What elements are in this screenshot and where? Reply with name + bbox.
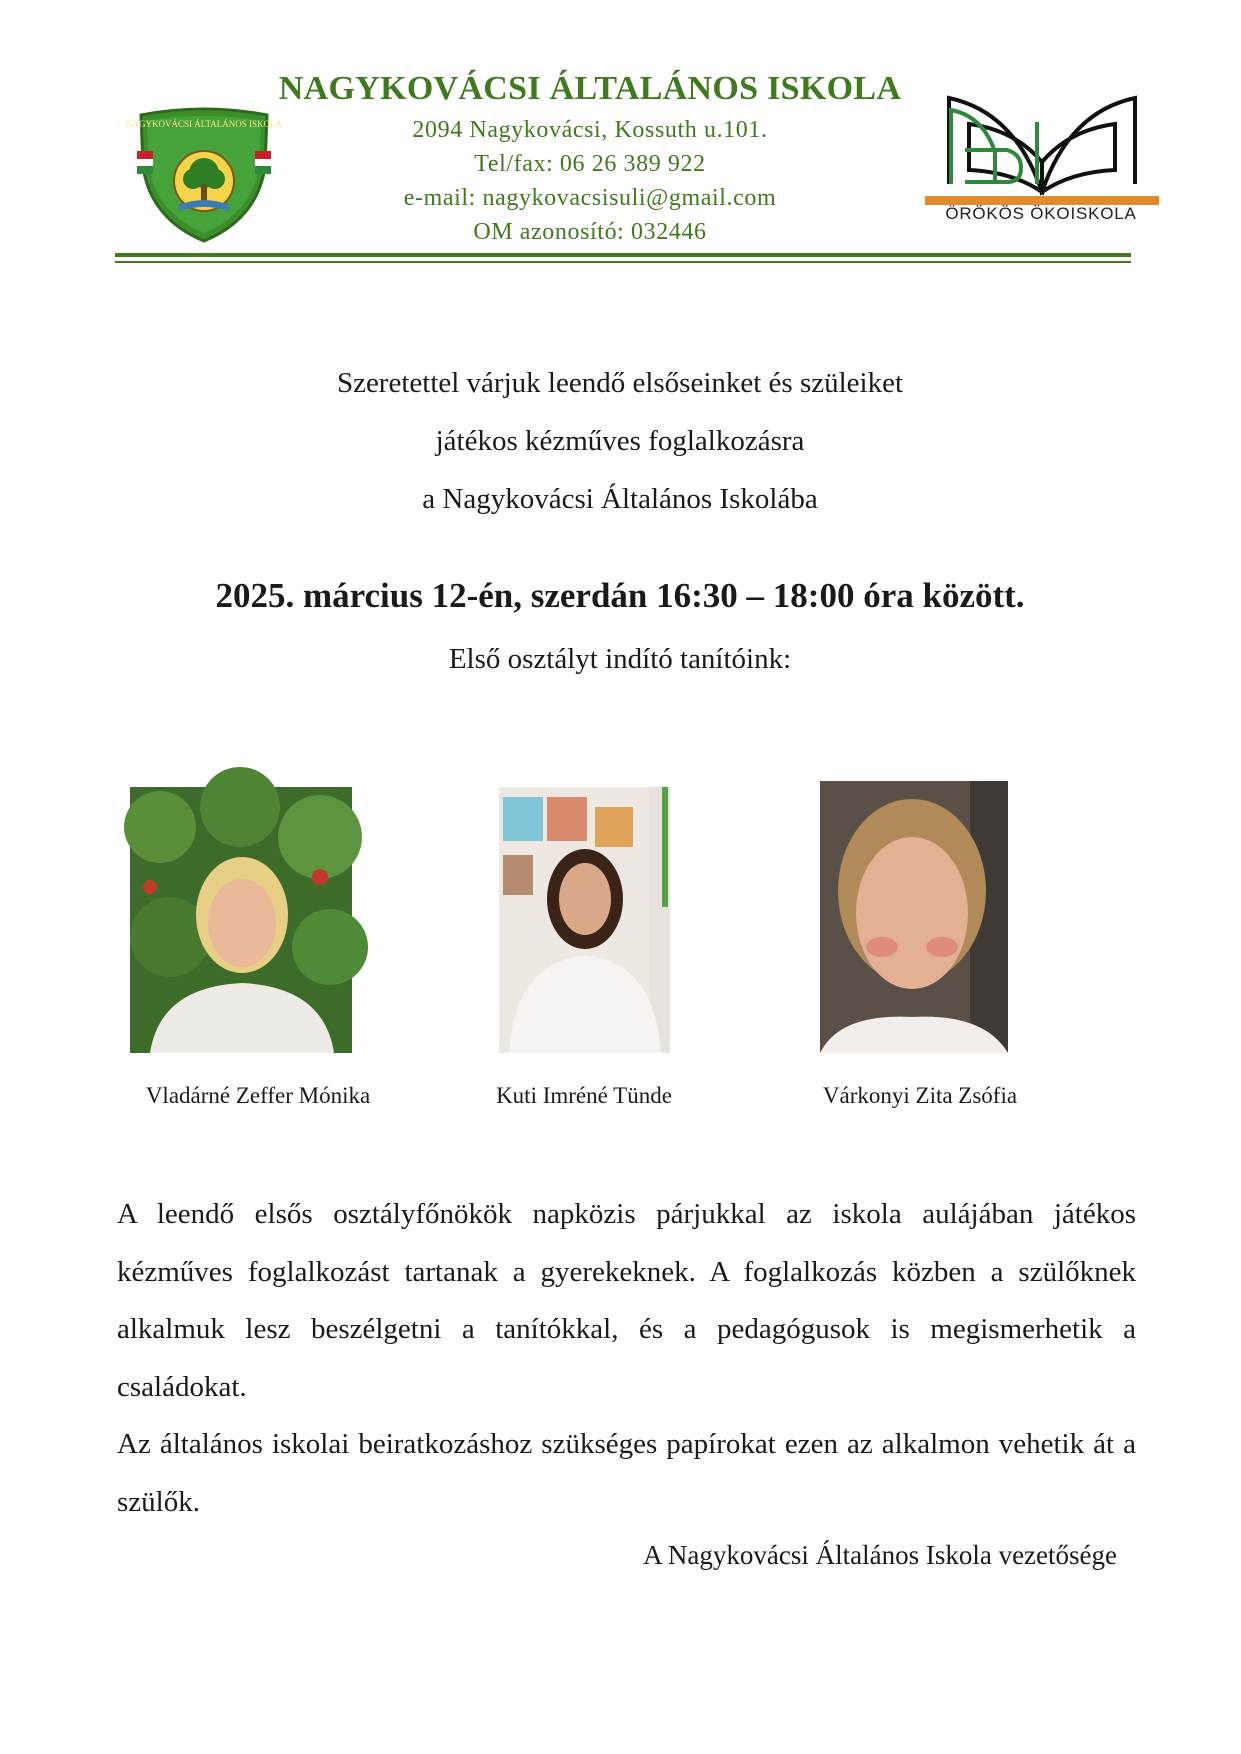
event-date: 2025. március 12-én, szerdán 16:30 – 18:00 óra között.: [215, 576, 1025, 615]
header-divider: [115, 253, 1131, 257]
school-name: NAGYKOVÁCSI ÁLTALÁNOS ISKOLA: [278, 70, 902, 107]
teacher-photo-3: [820, 781, 1008, 1053]
teacher-name-3: Várkonyi Zita Zsófia: [822, 1083, 1018, 1108]
invitation-line-2: játékos kézműves foglalkozásra: [435, 425, 805, 457]
eco-school-label: ÖRÖKÖS ÖKOISKOLA: [945, 204, 1137, 223]
school-crest-logo: [126, 107, 282, 243]
teachers-intro: Első osztályt indító tanítóink:: [448, 643, 792, 675]
invitation-line-3: a Nagykovácsi Általános Iskolába: [422, 483, 818, 515]
school-phone: Tel/fax: 06 26 389 922: [474, 151, 706, 177]
teacher-photo-2: [499, 787, 670, 1053]
signature: A Nagykovácsi Általános Iskola vezetősége: [643, 1540, 1117, 1570]
school-email: e-mail: nagykovacsisuli@gmail.com: [403, 185, 777, 211]
enrollment-paragraph: Az általános iskolai beiratkozáshoz szükséges papírokat ezen az alkalmon vehetik át a szülők.: [117, 1428, 1136, 1518]
school-om-id: OM azonosító: 032446: [473, 219, 707, 245]
teacher-photo-1: [130, 787, 352, 1053]
header-divider-thin: [115, 261, 1131, 263]
crest-text: NAGYKOVÁCSI ÁLTALÁNOS ISKOLA: [126, 119, 282, 129]
teacher-name-2: Kuti Imréné Tünde: [496, 1083, 672, 1108]
description-paragraph: A leendő elsős osztályfőnökök napközis párjukkal az iskola aulájában játékos kézműves foglalkozást tartanak a gyerekeknek. A foglalkozás közben a szülőknek alkalmuk lesz beszélgetni a tanítókkal, és a pedagógusok is megismerhetik a családokat.: [117, 1198, 1136, 1403]
teacher-name-1: Vladárné Zeffer Mónika: [145, 1083, 371, 1108]
school-address: 2094 Nagykovácsi, Kossuth u.101.: [412, 117, 768, 143]
invitation-line-1: Szeretettel várjuk leendő elsőseinket és szüleiket: [336, 367, 904, 399]
